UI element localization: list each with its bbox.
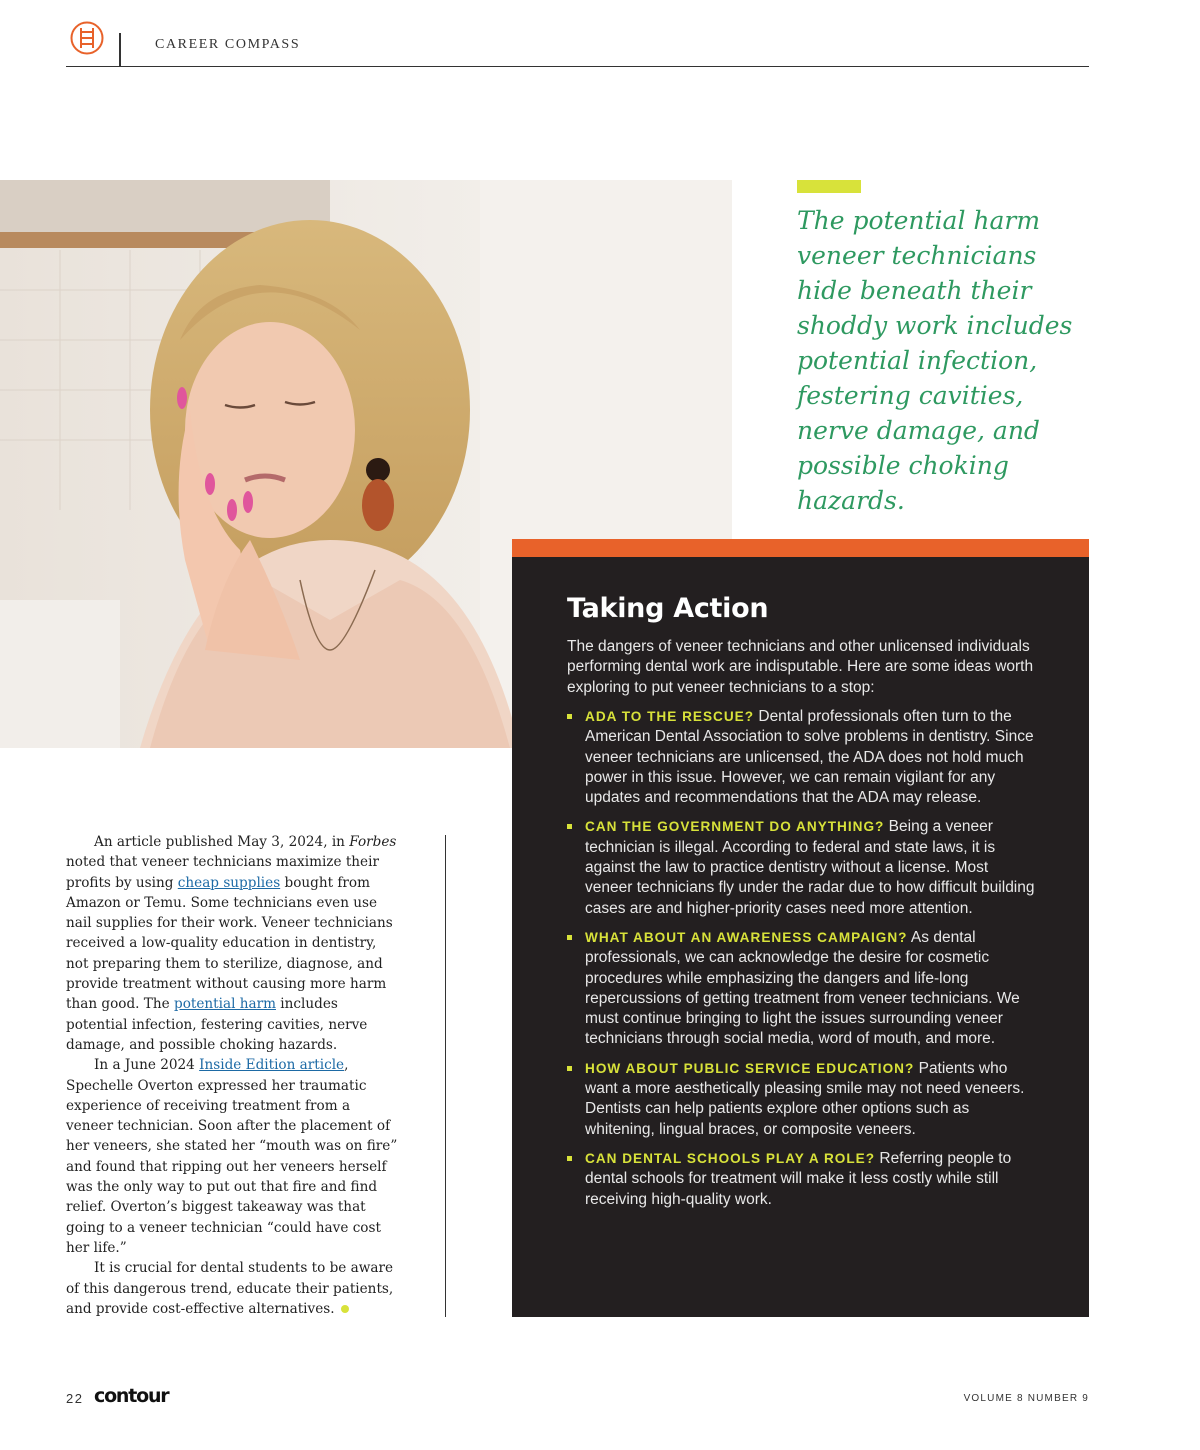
- sidebar-intro: The dangers of veneer technicians and other unlicensed individuals performing dental work are indisputable. Here are some ideas worth exploring to put veneer technicians to a stop:: [567, 638, 1034, 696]
- item-body: Referring people to dental schools for treatment will make it less costly while still receiving high-quality work.: [585, 1149, 1012, 1208]
- text-span: It is crucial for dental students to be aware of this dangerous trend, educate their patients, and provide cost-effective alternatives.: [66, 1260, 394, 1317]
- item-body: Dental professionals often turn to the American Dental Association to solve problems in dentistry. Since veneer technicians are unlicensed, the ADA does not hold much power in this issue. However, we can remain vigilant for any updates and recommendations that the ADA may release.: [585, 708, 1034, 807]
- end-mark-icon: [341, 1305, 349, 1313]
- article-body: [66, 832, 398, 1319]
- list-item: [567, 817, 1037, 918]
- header-divider: [119, 33, 121, 67]
- text-span: , Spechelle Overton expressed her traumatic experience of receiving treatment from a veneer technician. Soon after the placement of her veneers, she stated her “mouth was on fire” and found that ripping out her veneers herself was the only way to put out that fire and find relief. Overton’s biggest takeaway was that going to a veneer technician “could have cost her life.”: [66, 1057, 398, 1256]
- inside-edition-link[interactable]: Inside Edition article: [199, 1057, 345, 1074]
- text-span: bought from Amazon or Temu. Some technicians even use nail supplies for their work. Veneer technicians received a low-quality education in dentistry, not preparing them to sterilize, diagnose, and provide treatment without causing more harm than good. The: [66, 874, 393, 1013]
- bullet-icon: [567, 824, 572, 829]
- text-span: includes potential infection, festering cavities, nerve damage, and possible choking hazards.: [66, 996, 368, 1053]
- sidebar-title: Taking Action: [567, 593, 769, 624]
- article-paragraph: [66, 832, 398, 1055]
- header-rule: [66, 66, 1089, 67]
- bullet-icon: [567, 1156, 572, 1161]
- bullet-icon: [567, 1066, 572, 1071]
- item-body: Being a veneer technician is illegal. According to federal and state laws, it is against the law to practice dentistry without a license. Most veneer technicians fly under the radar due to how difficult building cases are and higher-priority cases need more attention.: [585, 818, 1035, 917]
- pull-quote: The potential harm veneer technicians hide beneath their shoddy work includes potential infection, festering cavities, nerve damage, and possible choking hazards.: [797, 206, 1073, 515]
- item-heading: CAN DENTAL SCHOOLS PLAY A ROLE?: [585, 1150, 876, 1166]
- issue-label: VOLUME 8 NUMBER 9: [963, 1393, 1089, 1404]
- sidebar-accent-bar: [512, 539, 1089, 557]
- item-heading: CAN THE GOVERNMENT DO ANYTHING?: [585, 819, 885, 835]
- list-item: [567, 1059, 1037, 1140]
- ladder-circle-icon: [70, 21, 104, 55]
- item-body: As dental professionals, we can acknowledge the desire for cosmetic procedures while emphasizing the dangers and life-long repercussions of getting treatment from veneer technicians. We must continue bringing to light the issues surrounding veneer technicians through social media, word of mouth, and more.: [585, 928, 1020, 1048]
- page-number: 22: [66, 1391, 84, 1406]
- item-heading: WHAT ABOUT AN AWARENESS CAMPAIGN?: [585, 929, 908, 945]
- list-item: [567, 1149, 1037, 1210]
- list-item: [567, 928, 1037, 1050]
- text-span: noted that veneer technicians maximize their profits by using: [66, 854, 379, 891]
- list-item: [567, 707, 1037, 808]
- bullet-icon: [567, 935, 572, 940]
- text-span: An article published May 3, 2024, in: [94, 834, 350, 850]
- article-paragraph: [66, 1055, 398, 1258]
- taking-action-sidebar: [512, 557, 1089, 1317]
- column-rule: [445, 835, 446, 1317]
- bullet-icon: [567, 714, 572, 719]
- item-body: Patients who want a more aesthetically pleasing smile may not need veneers. Dentists can help patients explore other options such as whitening, lingual braces, or composite veneers.: [585, 1059, 1025, 1138]
- publication-name: Forbes: [349, 834, 397, 850]
- potential-harm-link[interactable]: potential harm: [174, 996, 276, 1013]
- section-label: CAREER COMPASS: [155, 37, 301, 52]
- item-heading: HOW ABOUT PUBLIC SERVICE EDUCATION?: [585, 1060, 915, 1076]
- contour-logo: contour: [94, 1385, 169, 1407]
- cheap-supplies-link[interactable]: cheap supplies: [177, 874, 281, 891]
- sidebar-list: [567, 707, 1037, 1219]
- pull-quote-accent-bar: [797, 180, 861, 193]
- article-paragraph: [66, 1258, 398, 1319]
- text-span: In a June 2024: [94, 1057, 200, 1074]
- item-heading: ADA TO THE RESCUE?: [585, 709, 755, 724]
